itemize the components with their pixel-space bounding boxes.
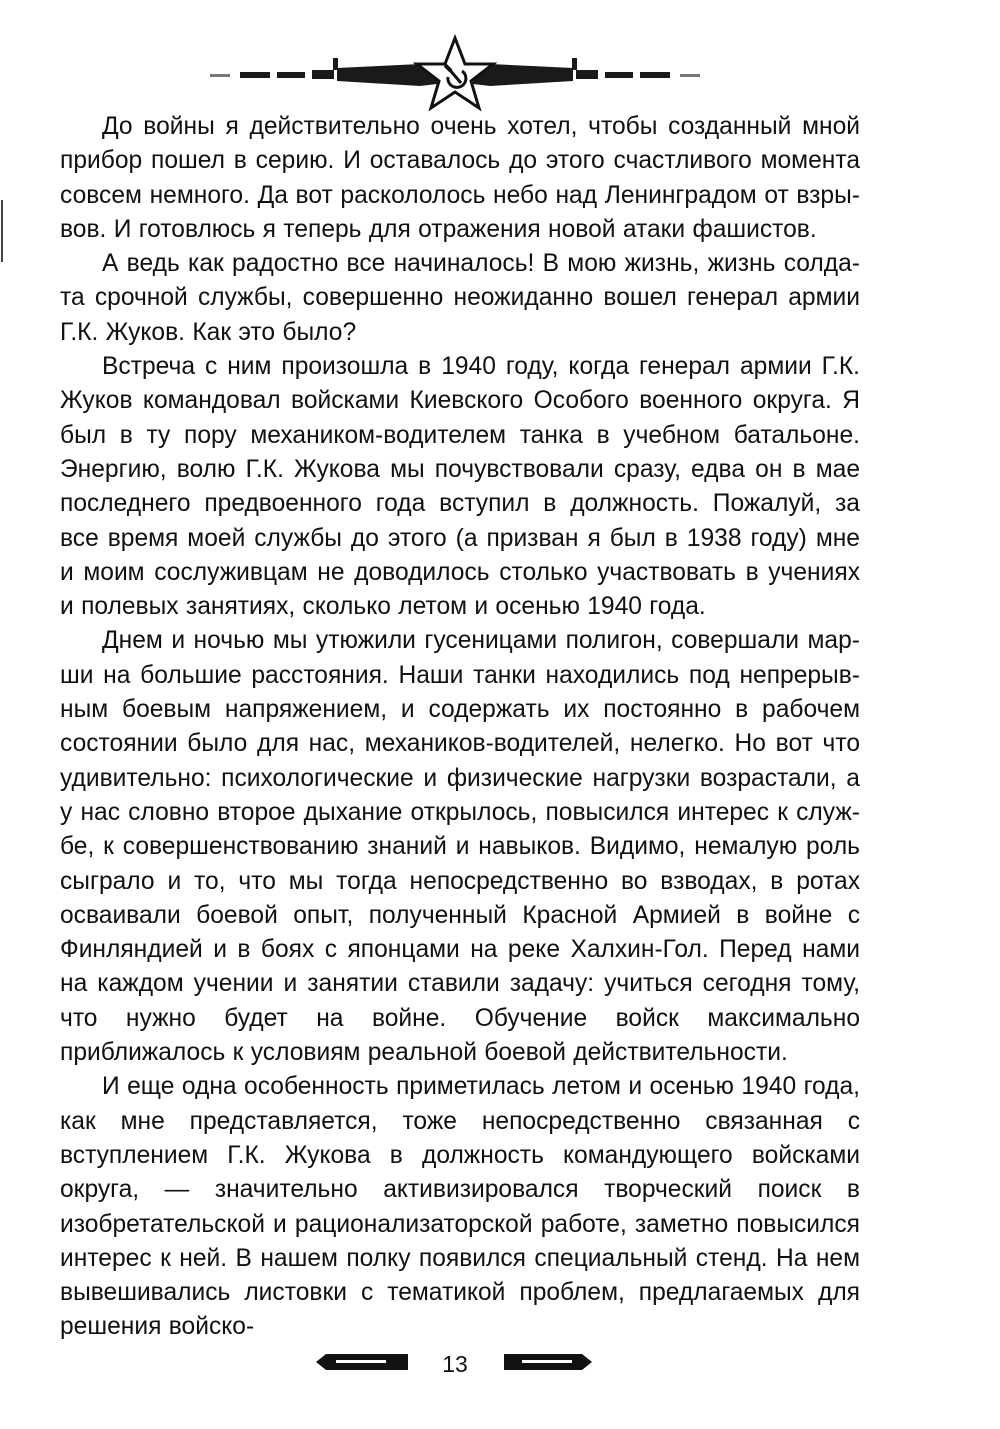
paragraph-1: До войны я действительно очень хотел, чтобы созданный мной прибор пошел в серию. И оставалось до этого счастливого момента совсем немного. Да вот раскололось небо над Ленинградом от взрывов. И готовлюсь я теперь для отражения новой атаки фашистов.: [60, 113, 860, 243]
header-ornament: [205, 30, 705, 120]
paragraph-3: Встреча с ним произошла в 1940 году, когда генерал армии Г.К. Жуков командовал войсками Киевского Особого военного округа. Я был в ту пору механиком-водителем танка в учебном батальоне. Энергию, волю Г.К. Жукова мы почувствовали сразу, едва он в мае последнего предвоенного года вступил в должность. Пожалуй, за все время моей службы до этого (а призван я был в 1938 году) мне и моим сослуживцам не доводилось столько участвовать в учениях и полевых занятиях, сколько летом и осенью 1940 года.: [60, 353, 860, 621]
star-hammer-sickle-icon: [417, 38, 493, 108]
ornament-right-band: [473, 58, 700, 86]
body-text: [60, 110, 860, 1345]
paragraph-4: Днем и ночью мы утюжили гусеницами полигон, совершали марши на большие расстояния. Наши танки находились под непрерывным боевым напряжением, и содержать их постоянно в рабочем состоянии было для нас, механиков-водителей, нелегко. Но вот что удивительно: психологические и физические нагрузки возрастали, а у нас словно второе дыхание открылось, повысился интерес к службе, к совершенствованию знаний и навыков. Видимо, немалую роль сыграло и то, что мы тогда непосредственно во взводах, в ротах осваивали боевой опыт, полученный Красной Армией в войне с Финляндией и в боях с японцами на реке Халхин-Гол. Перед нами на каждом учении и занятии ставили задачу: учиться сегодня тому, что нужно будет на войне. Обучение войск максимально приближалось к условиям реальной боевой действительности.: [60, 627, 860, 1067]
margin-mark: [1, 200, 3, 262]
ornament-left-band: [210, 58, 437, 86]
paragraph-2: А ведь как радостно все начиналось! В мою жизнь, жизнь солдата срочной службы, совершенно неожиданно вошел генерал армии Г.К. Жуков. Как это было?: [60, 250, 860, 346]
page-footer: [0, 1344, 1000, 1384]
footer-left-ornament: [316, 1352, 408, 1372]
footer-right-ornament: [504, 1352, 592, 1372]
paragraph-5: И еще одна особенность приметилась летом и осенью 1940 года, как мне представляется, тоже непосредственно связанная с вступлением Г.К. Жукова в должность командующего войсками округа, — значительно активизировался творческий поиск в изобретательской и рационализаторской работе, заметно повысился интерес к ней. В нашем полку появился специальный стенд. На нем вывешивались листовки с тематикой проблем, предлагаемых для решения войско-: [60, 1073, 860, 1341]
page-number: 13: [442, 1351, 468, 1377]
